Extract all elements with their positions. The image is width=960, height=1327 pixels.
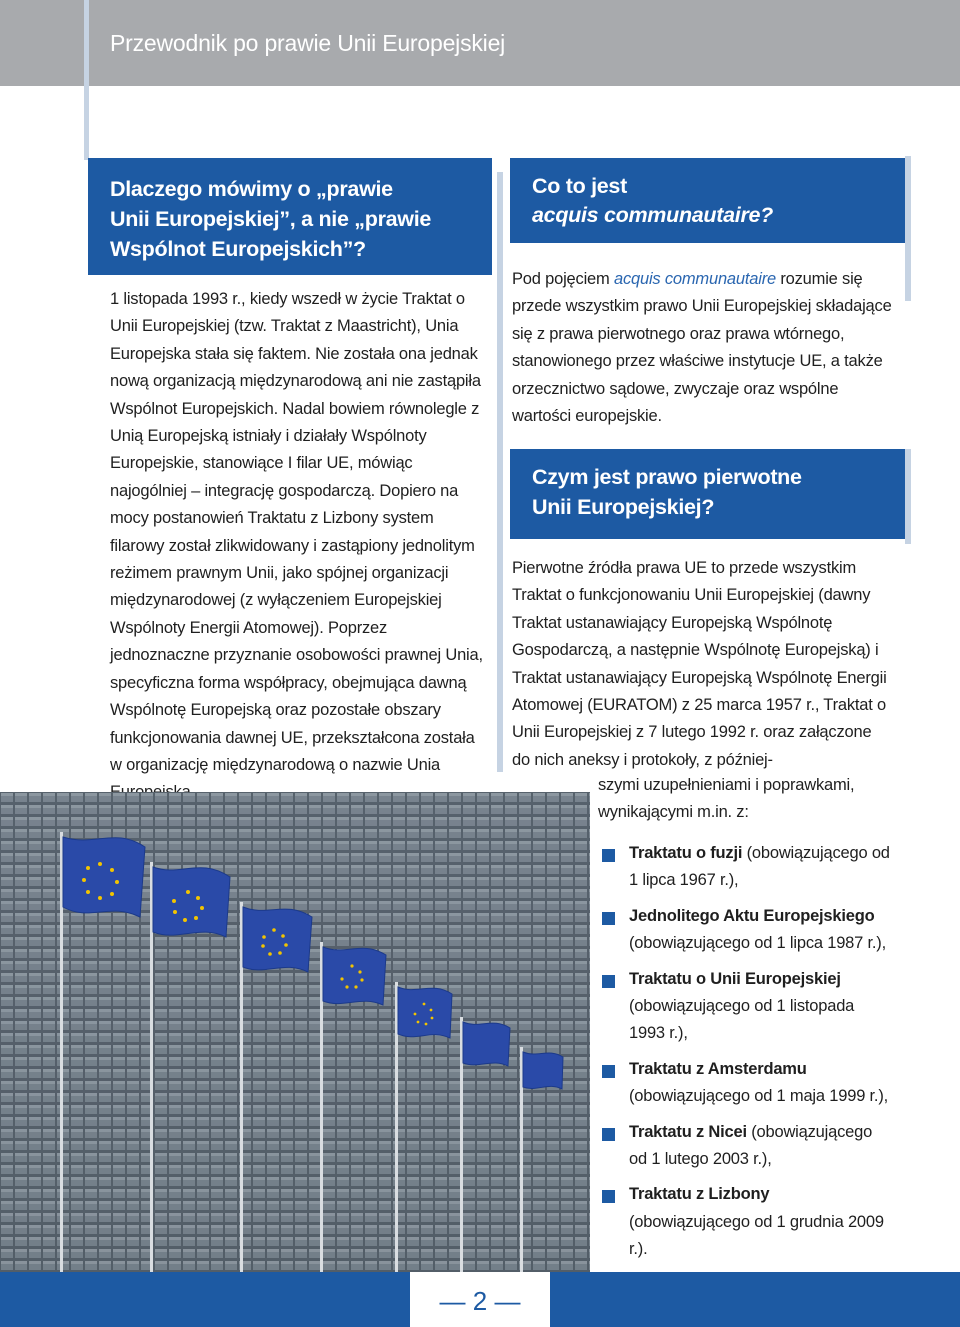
- text-span: Pod pojęciem: [512, 270, 614, 288]
- list-item: [602, 1181, 892, 1263]
- treaty-date: (obowiązującego od 1 lutego 2003 r.),: [629, 1122, 873, 1169]
- building-flags-illustration: [0, 792, 590, 1272]
- treaty-name: Traktatu z Lizbony: [629, 1185, 770, 1204]
- header-bar: [0, 0, 960, 86]
- list-item: [602, 966, 892, 1048]
- treaty-name: Traktatu o fuzji: [629, 844, 743, 862]
- text-span: rozumie się przede wszystkim prawo Unii Europejskiej składające się z prawa pierwotnego oraz prawa wtórnego, stanowionego przez właściwe instytucje UE, a także orzecznictwo sądowe, zwyczaje oraz wspólne wartości europejskie.: [512, 270, 892, 426]
- treaty-date: (obowiązującego od 1 lipca 1967 r.),: [629, 844, 890, 890]
- section-heading: [532, 462, 802, 522]
- decorative-line: [905, 156, 911, 301]
- decorative-line: [84, 0, 89, 160]
- section-heading-box: [510, 449, 908, 539]
- heading-line: Co to jest: [532, 174, 627, 198]
- section-heading-box: [88, 158, 492, 275]
- treaty-name: Traktatu o Unii Europejskiej: [629, 969, 841, 988]
- body-paragraph: Pierwotne źródła prawa UE to przede wszystkim Traktat o funkcjonowaniu Unii Europejskiej (dawny Traktat ustanawiający Europejską Wspólnotę Gospodarczą, a następnie Wspólnotę Europejską) i Traktat ustanawiający Europejską Wspólnotę Energii Atomowej (EURATOM) z 25 marca 1957 r., Traktat o Unii Europejskiej z 7 lutego 1992 r. oraz załączone do nich aneksy i protokoły, z później-: [512, 559, 887, 769]
- list-item: [602, 1056, 892, 1111]
- page-number: — 2 —: [439, 1286, 521, 1316]
- body-paragraph: szymi uzupełnieniami i poprawkami, wynikającymi m.in. z:: [598, 776, 855, 822]
- treaty-date: (obowiązującego od 1 grudnia 2009 r.).: [629, 1212, 884, 1259]
- treaty-date: (obowiązującego od 1 lipca 1987 r.),: [629, 934, 886, 953]
- decorative-line: [905, 449, 911, 544]
- list-item: [602, 903, 892, 958]
- heading-line: Czym jest prawo pierwotne: [532, 465, 802, 489]
- treaty-name: Jednolitego Aktu Europejskiego: [629, 906, 875, 925]
- section-heading-box: [510, 158, 908, 243]
- treaty-name: Traktatu z Nicei: [629, 1122, 747, 1141]
- treaty-date: (obowiązującego od 1 listopada 1993 r.),: [629, 997, 855, 1043]
- highlighted-term: acquis communautaire: [613, 270, 776, 288]
- bullet-square-icon: [602, 975, 615, 988]
- header-title: Przewodnik po prawie Unii Europejskiej: [110, 30, 506, 56]
- list-item: [602, 840, 892, 895]
- heading-line: Unii Europejskiej?: [532, 495, 715, 519]
- body-paragraph: [512, 266, 892, 430]
- bullet-square-icon: [602, 1065, 615, 1078]
- treaty-list: [602, 840, 892, 1272]
- decorative-line: [497, 172, 503, 772]
- treaty-name: Traktatu z Amsterdamu: [629, 1059, 807, 1078]
- heading-line: acquis communautaire?: [532, 203, 774, 227]
- bullet-square-icon: [602, 849, 615, 862]
- bullet-square-icon: [602, 1128, 615, 1141]
- section-heading: [110, 174, 431, 264]
- page-number-area: [0, 1272, 960, 1327]
- treaty-date: (obowiązującego od 1 maja 1999 r.),: [629, 1087, 888, 1106]
- eu-flags-photo: [0, 792, 590, 1272]
- heading-line: Wspólnot Europejskich”?: [110, 237, 366, 261]
- bullet-square-icon: [602, 1190, 615, 1203]
- list-item: [602, 1119, 892, 1174]
- body-paragraph: 1 listopada 1993 r., kiedy wszedł w życie Traktat o Unii Europejskiej (tzw. Traktat z Maastricht), Unia Europejska stała się faktem. Nie została ona jednak nową organizacją międzynarodową ani nie zastąpiła Wspólnot Europejskich. Nadal bowiem równolegle z Unią Europejską istniały i działały Wspólnoty Europejskie, stanowiące I filar UE, mówiąc najogólniej – integrację gospodarczą. Dopiero na mocy postanowień Traktatu z Lizbony system filarowy został zlikwidowany i zastąpiony jednolitym reżimem prawnym Unii, jako spójnej organizacji międzynarodowej (z wyłączeniem Europejskiej Wspólnoty Energii Atomowej). Poprzez jednoznaczne przyznanie osobowości prawnej Unia, specyficzna forma współpracy, obejmująca dawną Wspólnotę Europejską oraz pozostałe obszary funkcjonowania dawnej UE, przekształcona została w organizację międzynarodową o nazwie Unia: [110, 290, 483, 774]
- heading-line: Dlaczego mówimy o „prawie: [110, 177, 393, 201]
- bullet-square-icon: [602, 912, 615, 925]
- heading-line: Unii Europejskiej”, a nie „prawie: [110, 207, 432, 231]
- section-heading: [532, 172, 773, 230]
